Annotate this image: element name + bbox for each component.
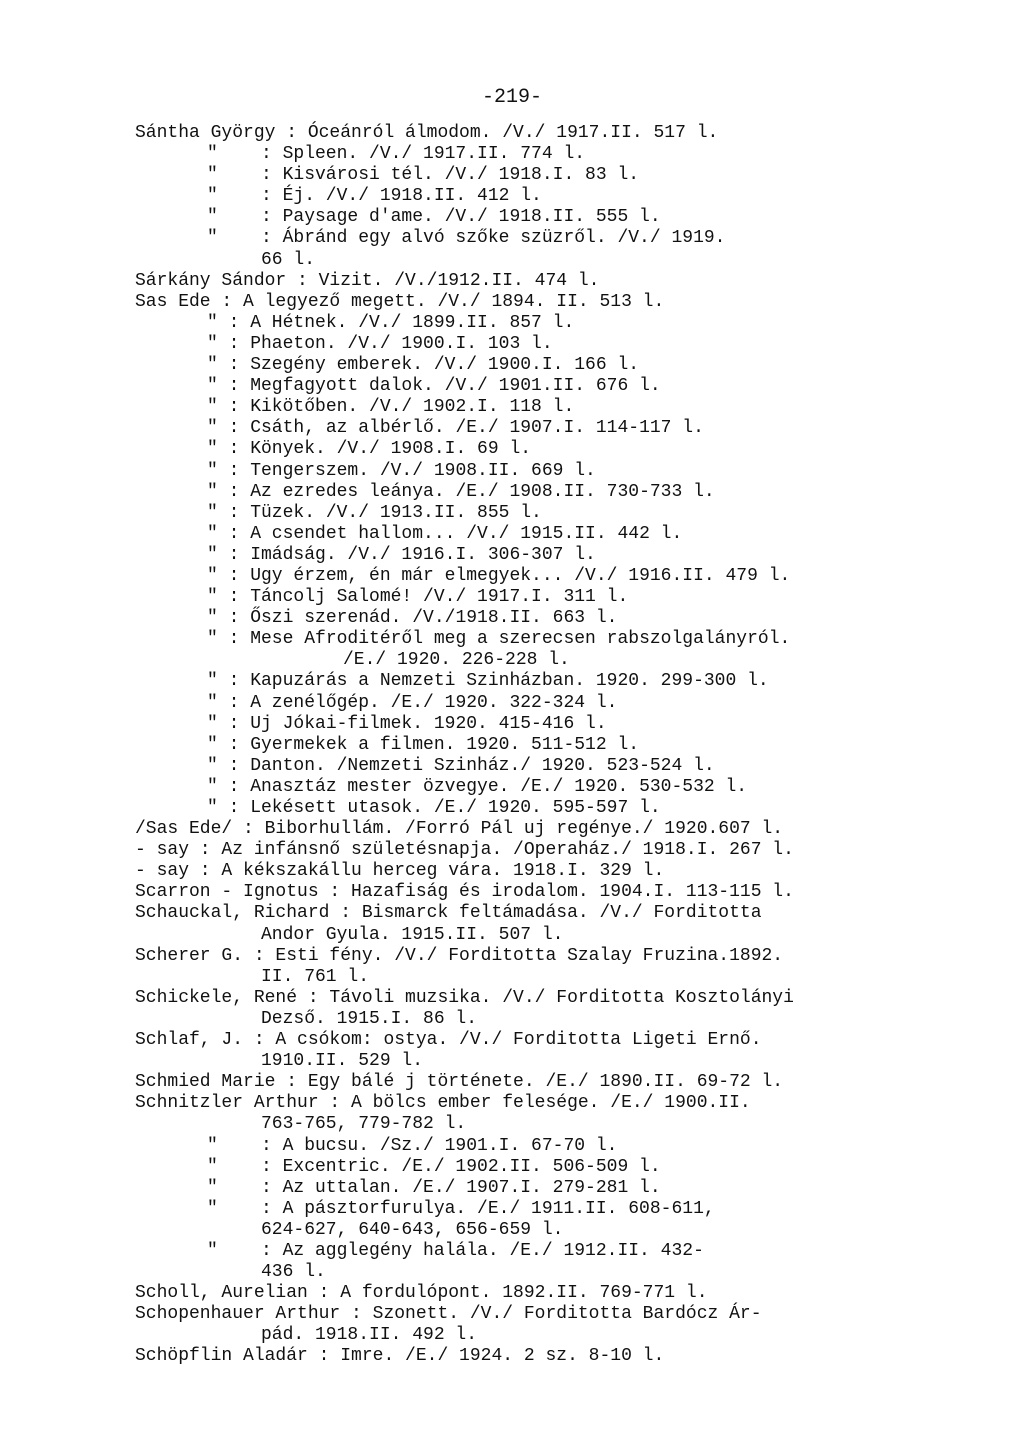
entry-line: [0, 1030, 1024, 1051]
entry-line: [0, 503, 1024, 524]
entry-line: [0, 461, 1024, 482]
entry-text: Scarron - Ignotus : Hazafiság és irodalom. 1904.I. 113-115 l.: [135, 882, 794, 903]
entry-text: 624-627, 640-643, 656-659 l.: [261, 1219, 564, 1240]
entry-text: " : Őszi szerenád. /V./1918.II. 663 l.: [207, 608, 618, 629]
entry-line: [0, 1241, 1024, 1262]
entry-line: [0, 355, 1024, 376]
entry-line: [0, 313, 1024, 334]
entry-line: [0, 1051, 1024, 1072]
entry-line: [0, 524, 1024, 545]
entry-line: [0, 566, 1024, 587]
entry-line: [0, 439, 1024, 460]
entry-text: " : Könyek. /V./ 1908.I. 69 l.: [207, 439, 532, 460]
entry-text: 763-765, 779-782 l.: [261, 1114, 467, 1135]
entry-line: [0, 1304, 1024, 1325]
entry-text: : Kisvárosi tél. /V./ 1918.I. 83 l.: [261, 165, 640, 186]
entry-text: : A bucsu. /Sz./ 1901.I. 67-70 l.: [261, 1135, 618, 1156]
entry-text: Dezső. 1915.I. 86 l.: [261, 1008, 478, 1029]
entry-text: /E./ 1920. 226-228 l.: [343, 650, 570, 671]
entry-text: " : Mese Afroditéről meg a szerecsen rabszolgalányról.: [207, 629, 791, 650]
entry-line: [0, 1009, 1024, 1030]
entry-line: [0, 228, 1024, 249]
entry-text: - say : A kékszakállu herceg vára. 1918.I. 329 l.: [135, 861, 665, 882]
entry-line: [0, 1199, 1024, 1220]
entry-text: : Excentric. /E./ 1902.II. 506-509 l.: [261, 1156, 661, 1177]
entry-line: [0, 840, 1024, 861]
entry-line: [0, 693, 1024, 714]
entry-text: : Az uttalan. /E./ 1907.I. 279-281 l.: [261, 1177, 661, 1198]
entry-text: " : A zenélőgép. /E./ 1920. 322-324 l.: [207, 692, 618, 713]
entry-text: 436 l.: [261, 1262, 326, 1283]
entry-text: Sas Ede : A legyező megett. /V./ 1894. II. 513 l.: [135, 291, 665, 312]
entry-text: Andor Gyula. 1915.II. 507 l.: [261, 924, 564, 945]
ditto-mark: ": [207, 165, 218, 186]
entry-text: /Sas Ede/ : Biborhullám. /Forró Pál uj regénye./ 1920.607 l.: [135, 819, 784, 840]
entry-text: " : Tengerszem. /V./ 1908.II. 669 l.: [207, 460, 596, 481]
entry-line: [0, 1346, 1024, 1367]
entry-line: [0, 777, 1024, 798]
entry-line: [0, 1136, 1024, 1157]
entry-text: : A pásztorfurulya. /E./ 1911.II. 608-611,: [261, 1198, 715, 1219]
ditto-mark: ": [207, 144, 218, 165]
ditto-mark: ": [207, 186, 218, 207]
entry-line: [0, 207, 1024, 228]
entry-line: [0, 650, 1024, 671]
entry-text: Scholl, Aurelian : A fordulópont. 1892.II. 769-771 l.: [135, 1283, 708, 1304]
entry-text: Scherer G. : Esti fény. /V./ Forditotta Szalay Fruzina.1892.: [135, 945, 784, 966]
entry-text: " : Kikötőben. /V./ 1902.I. 118 l.: [207, 397, 575, 418]
entry-text: " : Csáth, az albérlő. /E./ 1907.I. 114-117 l.: [207, 418, 704, 439]
entry-text: " : Kapuzárás a Nemzeti Szinházban. 1920. 299-300 l.: [207, 671, 769, 692]
entry-line: [0, 1220, 1024, 1241]
entry-text: " : Tüzek. /V./ 1913.II. 855 l.: [207, 502, 542, 523]
ditto-mark: ": [207, 1135, 218, 1156]
entry-line: [0, 819, 1024, 840]
entry-line: [0, 903, 1024, 924]
entry-text: - say : Az infánsnő születésnapja. /Operaház./ 1918.I. 267 l.: [135, 840, 794, 861]
entry-text: " : Gyermekek a filmen. 1920. 511-512 l.: [207, 734, 640, 755]
entry-text: : Az agglegény halála. /E./ 1912.II. 432-: [261, 1240, 704, 1261]
entry-text: Schopenhauer Arthur : Szonett. /V./ Forditotta Bardócz Ár-: [135, 1304, 762, 1325]
entry-text: 1910.II. 529 l.: [261, 1051, 424, 1072]
entry-line: [0, 292, 1024, 313]
entry-text: " : Anasztáz mester özvegye. /E./ 1920. 530-532 l.: [207, 776, 748, 797]
entry-line: [0, 882, 1024, 903]
entry-text: Schauckal, Richard : Bismarck feltámadása. /V./ Forditotta: [135, 903, 762, 924]
entry-text: : Spleen. /V./ 1917.II. 774 l.: [261, 144, 586, 165]
ditto-mark: ": [207, 1156, 218, 1177]
ditto-mark: ": [207, 1240, 218, 1261]
entry-line: [0, 144, 1024, 165]
entry-line: [0, 946, 1024, 967]
entry-text: Schmied Marie : Egy bálé j története. /E./ 1890.II. 69-72 l.: [135, 1072, 784, 1093]
entry-line: [0, 418, 1024, 439]
entry-text: 66 l.: [261, 249, 316, 270]
entry-line: [0, 629, 1024, 650]
entry-line: [0, 861, 1024, 882]
entry-text: " : Imádság. /V./ 1916.I. 306-307 l.: [207, 544, 596, 565]
entry-line: [0, 482, 1024, 503]
entry-text: : Paysage d'ame. /V./ 1918.II. 555 l.: [261, 207, 661, 228]
entry-text: " : Az ezredes leánya. /E./ 1908.II. 730-733 l.: [207, 481, 715, 502]
entry-line: [0, 250, 1024, 271]
entry-text: pád. 1918.II. 492 l.: [261, 1325, 478, 1346]
entry-text: " : Megfagyott dalok. /V./ 1901.II. 676 l.: [207, 376, 661, 397]
entry-line: [0, 1157, 1024, 1178]
entry-line: [0, 397, 1024, 418]
ditto-mark: ": [207, 228, 218, 249]
entry-text: " : Danton. /Nemzeti Szinház./ 1920. 523-524 l.: [207, 755, 715, 776]
entry-line: [0, 798, 1024, 819]
entry-line: [0, 1325, 1024, 1346]
entry-line: [0, 545, 1024, 566]
entry-line: [0, 1262, 1024, 1283]
entry-line: [0, 186, 1024, 207]
entry-text: : Éj. /V./ 1918.II. 412 l.: [261, 186, 542, 207]
entry-text: Sárkány Sándor : Vizit. /V./1912.II. 474 l.: [135, 270, 600, 291]
ditto-mark: ": [207, 1198, 218, 1219]
ditto-mark: ": [207, 1177, 218, 1198]
entry-text: " : A csendet hallom... /V./ 1915.II. 442 l.: [207, 523, 683, 544]
entry-line: [0, 925, 1024, 946]
entry-text: " : Uj Jókai-filmek. 1920. 415-416 l.: [207, 713, 607, 734]
entry-text: Schnitzler Arthur : A bölcs ember felesége. /E./ 1900.II.: [135, 1093, 751, 1114]
entry-text: " : Phaeton. /V./ 1900.I. 103 l.: [207, 333, 553, 354]
page-number: -219-: [481, 86, 542, 109]
entry-line: [0, 165, 1024, 186]
entry-line: [0, 334, 1024, 355]
entry-line: [0, 735, 1024, 756]
entry-line: [0, 967, 1024, 988]
entry-line: [0, 714, 1024, 735]
bibliography-entries: [0, 123, 1024, 1368]
entry-line: [0, 1114, 1024, 1135]
entry-line: [0, 671, 1024, 692]
entry-text: II. 761 l.: [261, 966, 370, 987]
entry-line: [0, 123, 1024, 144]
entry-line: [0, 608, 1024, 629]
entry-text: Schlaf, J. : A csókom: ostya. /V./ Forditotta Ligeti Ernő.: [135, 1030, 762, 1051]
entry-text: : Ábránd egy alvó szőke szüzről. /V./ 1919.: [261, 228, 726, 249]
entry-text: Sántha György : Óceánról álmodom. /V./ 1917.II. 517 l.: [135, 123, 719, 143]
entry-line: [0, 1283, 1024, 1304]
entry-line: [0, 756, 1024, 777]
entry-text: Schickele, René : Távoli muzsika. /V./ Forditotta Kosztolányi: [135, 987, 794, 1008]
entry-line: [0, 1178, 1024, 1199]
entry-text: " : Táncolj Salomé! /V./ 1917.I. 311 l.: [207, 587, 629, 608]
entry-text: " : Lekésett utasok. /E./ 1920. 595-597 l.: [207, 798, 661, 818]
entry-line: [0, 271, 1024, 292]
entry-line: [0, 376, 1024, 397]
entry-line: [0, 587, 1024, 608]
entry-text: " : Szegény emberek. /V./ 1900.I. 166 l.: [207, 355, 640, 376]
entry-line: [0, 1093, 1024, 1114]
ditto-mark: ": [207, 207, 218, 228]
entry-text: Schöpflin Aladár : Imre. /E./ 1924. 2 sz. 8-10 l.: [135, 1346, 665, 1367]
entry-line: [0, 1072, 1024, 1093]
entry-text: " : Ugy érzem, én már elmegyek... /V./ 1916.II. 479 l.: [207, 565, 791, 586]
entry-text: " : A Hétnek. /V./ 1899.II. 857 l.: [207, 312, 575, 333]
entry-line: [0, 988, 1024, 1009]
